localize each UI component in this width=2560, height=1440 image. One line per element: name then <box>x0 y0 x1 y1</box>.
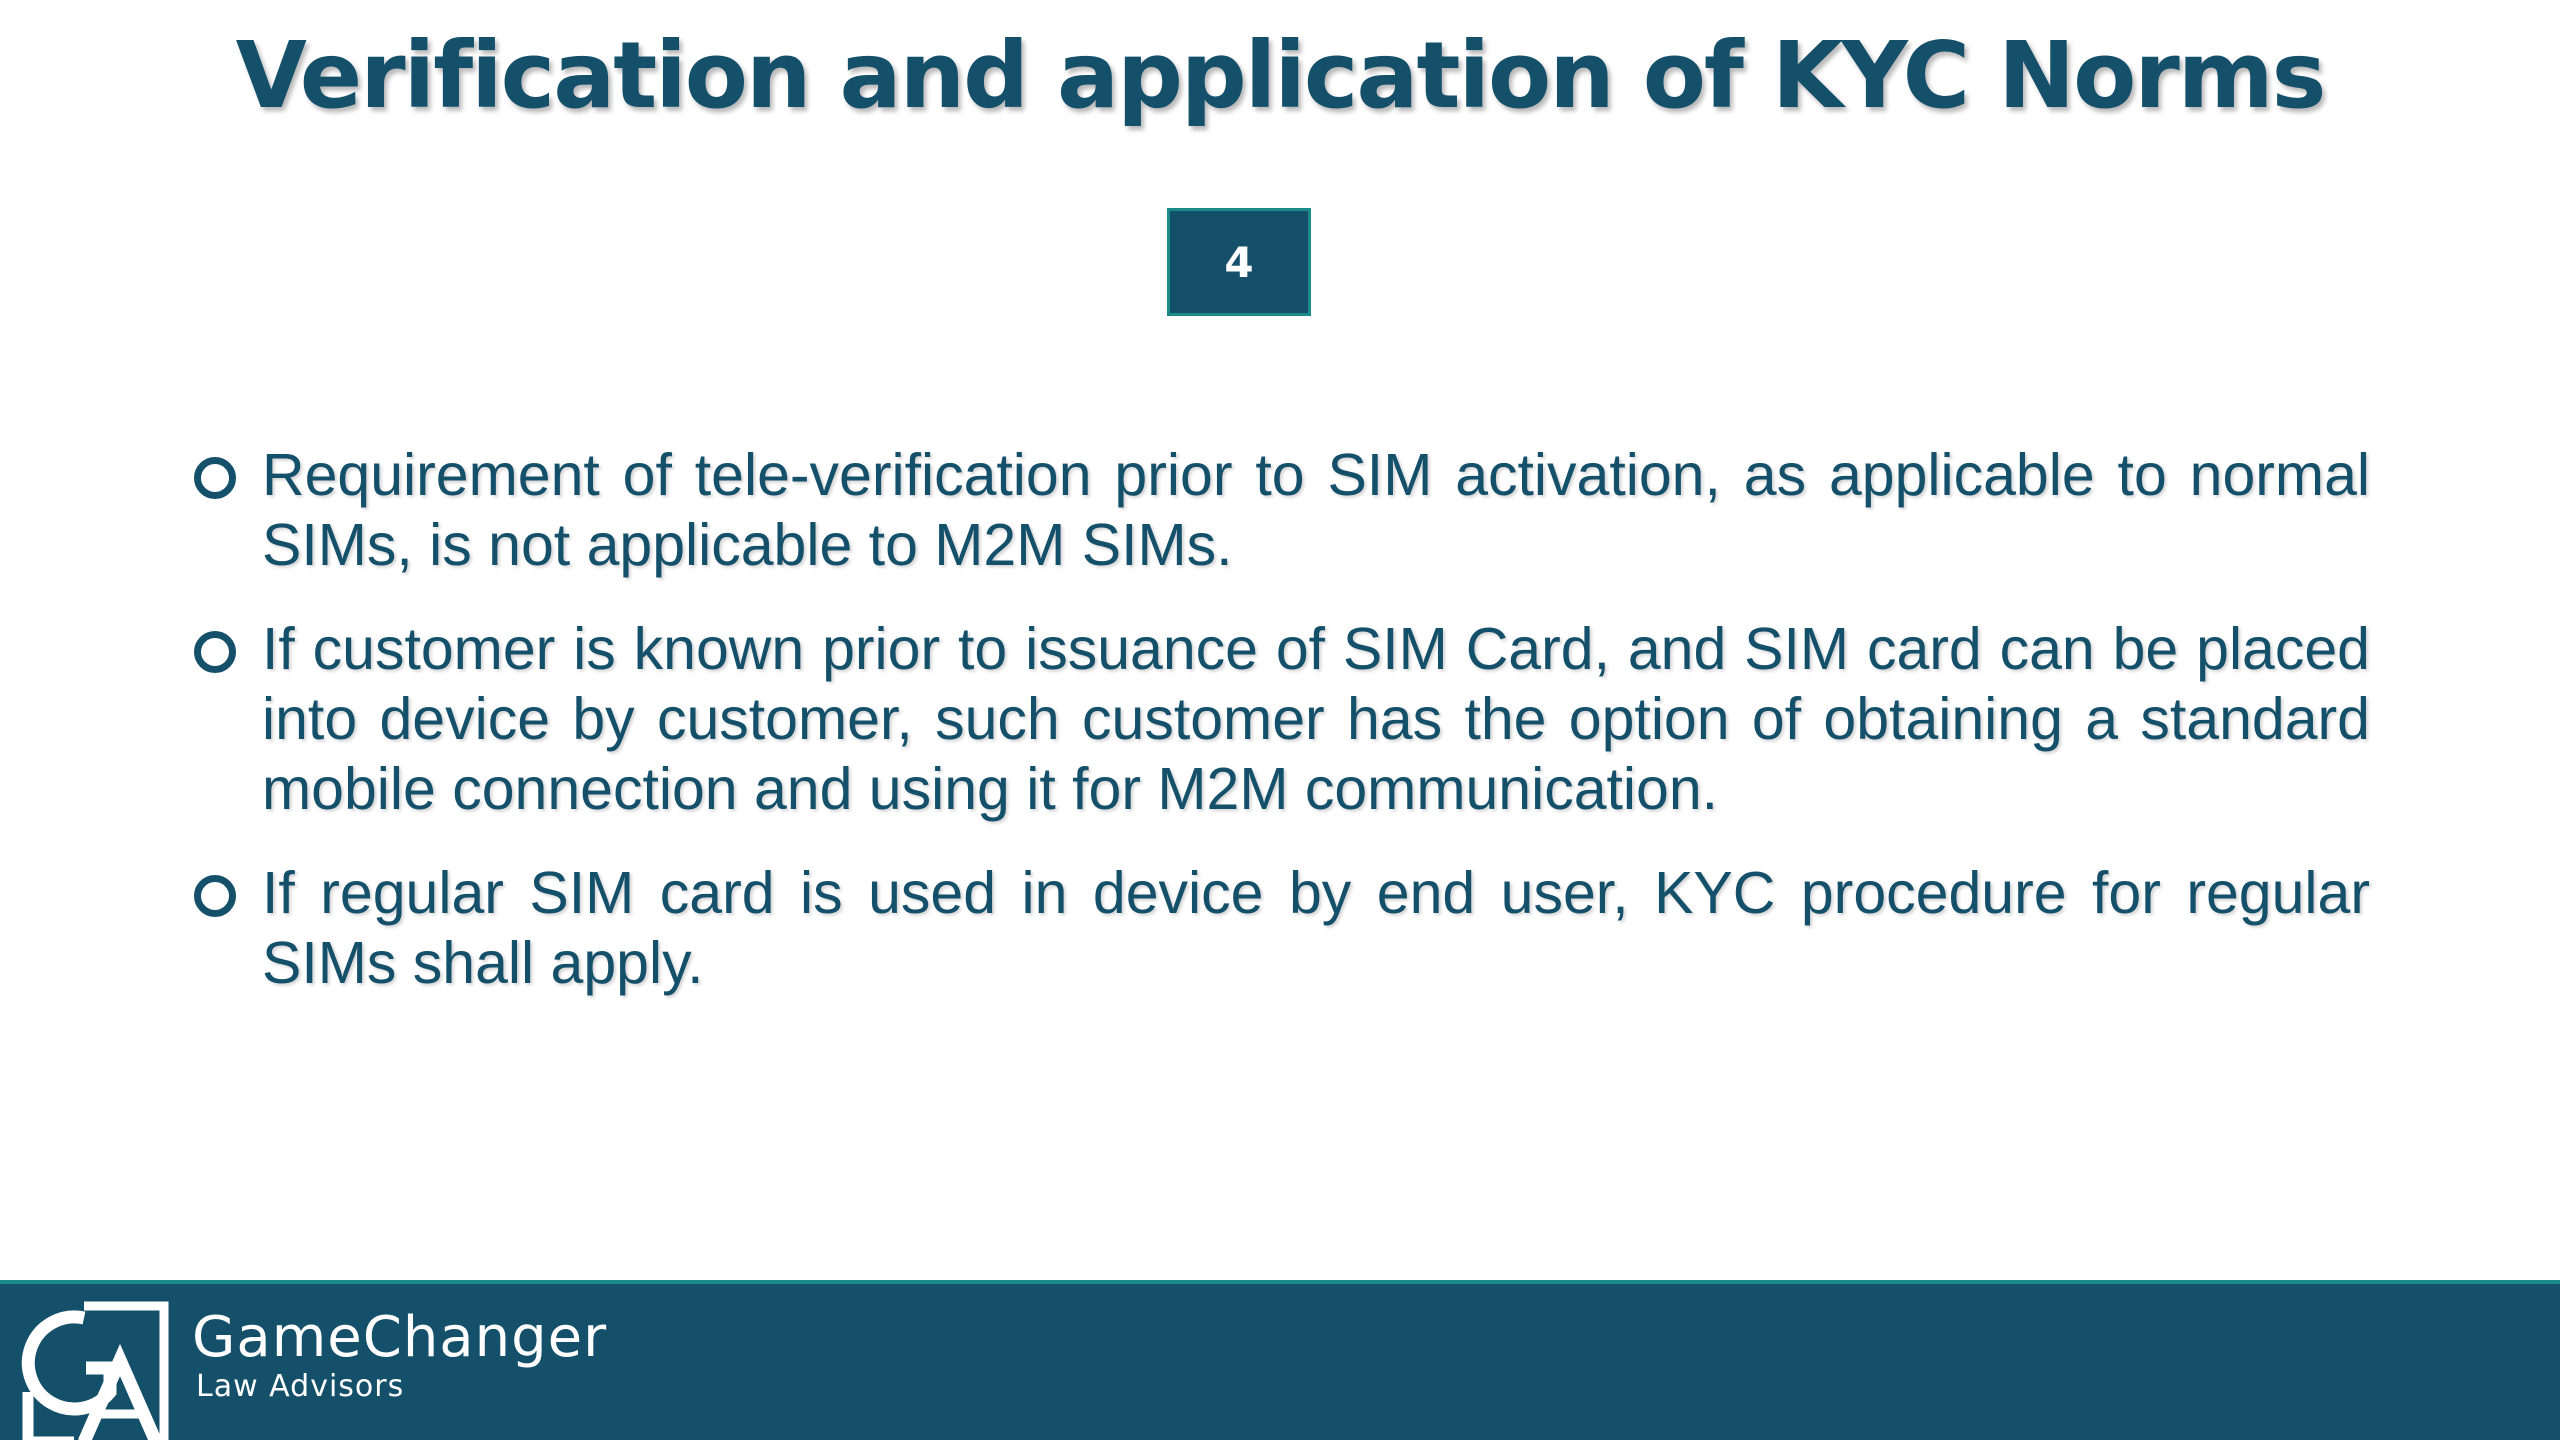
circle-bullet-icon <box>194 457 236 499</box>
brand <box>192 1306 607 1404</box>
gcla-monogram-logo-icon <box>14 1296 170 1440</box>
bullet-text: If regular SIM card is used in device by end user, KYC procedure for regular SIMs shall apply. <box>262 860 2370 996</box>
page-number-badge <box>1167 208 1311 316</box>
bullet-text: Requirement of tele-verification prior to SIM activation, as applicable to normal SIMs, is not applicable to M2M SIMs. <box>262 442 2370 578</box>
brand-subtitle: Law Advisors <box>196 1369 405 1404</box>
page-number: 4 <box>1224 237 1254 287</box>
bullet-list <box>190 440 2370 1032</box>
bullet-item <box>190 858 2370 998</box>
bullet-text: If customer is known prior to issuance of SIM Card, and SIM card can be placed into device by customer, such customer has the option of obtaining a standard mobile connection and using it for M2M communication. <box>262 616 2370 822</box>
circle-bullet-icon <box>194 631 236 673</box>
circle-bullet-icon <box>194 875 236 917</box>
brand-name: GameChanger <box>192 1305 608 1370</box>
bullet-item <box>190 440 2370 580</box>
footer-bar <box>0 1280 2560 1440</box>
slide-title: Verification and application of KYC Norms <box>235 22 2325 129</box>
bullet-item <box>190 614 2370 824</box>
